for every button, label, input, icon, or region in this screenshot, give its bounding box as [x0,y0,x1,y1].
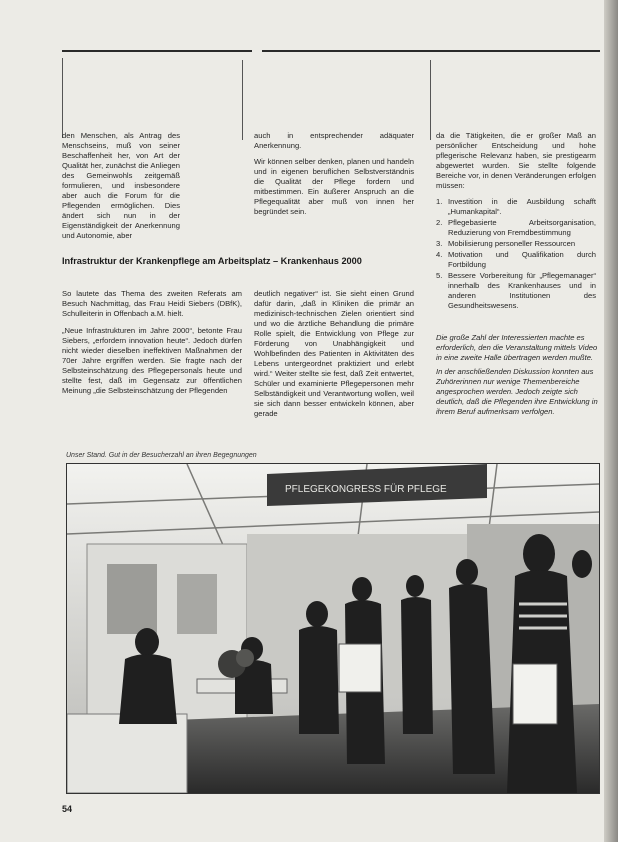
list-text: Bessere Vorbereitung für „Pflegemanager“ innerhalb des Krankenhauses und in anderen Institutionen des Gesundheitswesens. [448,271,596,310]
lower-column-2 [254,289,414,426]
photo-exhibition-stand-icon [67,464,599,793]
list-number: 4. [436,250,443,259]
list-text: Mobilisierung personeller Ressourcen [448,239,576,248]
list-item [436,218,596,238]
column-2 [254,131,414,223]
list-text: Pflegebasierte Arbeitsorganisation, Reduzierung von Fremdbestimmung [448,218,596,237]
list-number: 5. [436,271,443,280]
list-text: Motivation und Qualifikation durch Fortbildung [448,250,596,269]
list-item [436,271,596,311]
list-number: 1. [436,197,443,206]
vertical-rule-mid [242,60,243,140]
column-1 [62,131,180,247]
list-item [436,197,596,217]
italic-summary-paragraph-1: Die große Zahl der Interessierten machte es erforderlich, den die Veranstaltung mittels Video in eine zweite Halle übertragen werden mußte. [436,333,598,362]
column-3-intro: da die Tätigkeiten, die er großer Maß an persönlicher Entscheidung und hohe pflegerische Relevanz haben, sie prestigearm abgewertet wurden. Sie stellte folgende Bereiche vor, in denen Veränderungen erfolgen müssen: [436,131,596,190]
vertical-rule-right [430,60,431,140]
vertical-rule-left [62,58,63,138]
top-rule-left [62,50,252,52]
lower-column-1 [62,289,242,403]
list-number: 2. [436,218,443,227]
italic-summary [436,333,600,421]
list-item [436,250,596,270]
column-1-paragraph: den Menschen, als Antrag des Menschseins, muß von seiner Beschaffenheit her, von Art der Qualität her, zunächst die Anliegen des Gemeinwohls zeitgemäß formulieren, und insbesondere aber auch die Forum für die Pflegenden ermöglichen. Dies ändert sich nun in der Eigenständigkeit der Anerkennung und Autonomie, aber [62,131,180,240]
column-2-paragraph-2: Wir können selber denken, planen und handeln und in eigenen beruflichen Selbstverständnis die Qualität der Pflege fordern und mitbestimmen. Ein äußerer Anspruch an die Pflegequalität aber muß von innen her begründet sein. [254,157,414,216]
section-heading: Infrastruktur der Krankenpflege am Arbeitsplatz – Krankenhaus 2000 [62,256,362,266]
column-3 [436,131,596,312]
improvement-list [436,197,596,311]
lower-column-1-paragraph-1: So lautete das Thema des zweiten Referats am Besuch Nachmittag, das Frau Heidi Siebers (DBfK), Schulleiterin in Offenbach a.M. hielt. [62,289,242,318]
top-rule-right [262,50,600,52]
photo-caption: Unser Stand. Gut in der Besucherzahl an ihren Begegnungen [66,452,257,459]
lower-column-2-paragraph: deutlich negativer“ ist. Sie sieht einen Grund dafür darin, „daß in Kliniken die primär an medizinisch-technischen Zielen orientiert sind und wo die ärztliche Behandlung die primäre Rolle spielt, die Entwicklung von Pflege zur Förderung von Unabhängigkeit und Wohlbefinden des Patienten in Aktivitäten des Lebens untergeordnet praktiziert und erlebt wird.“ Weiter stellte sie fest, daß Zeit entwertet, Schüler und examinierte Pflegepersonen mehr Selbständigkeit und Verantwortung wollen, weil sie sich dann besser entwickeln können, aber gerade [254,289,414,418]
italic-summary-paragraph-2: In der anschließenden Diskussion konnten aus Zuhörerinnen nur wenige Themenbereiche angesprochen werden. Jedoch zeigte sich deutlich, daß die Pflegenden ihre Entwicklung in ihrem Beruf aufmerksam verfolgen. [436,367,598,416]
column-2-paragraph-1: auch in entsprechender adäquater Anerkennung. [254,131,414,150]
list-number: 3. [436,239,443,248]
photo-banner-text: PFLEGEKONGRESS FÜR PFLEGE [285,484,447,495]
page-edge-shadow [604,0,618,842]
lower-column-1-paragraph-2: „Neue Infrastrukturen im Jahre 2000“, betonte Frau Siebers, „erfordern innovation heute“. Jedoch dürfen nicht wieder dieselben ineffektiven Maßnahmen der 70er Jahre ergriffen werden. Sie fragte nach der Selbsteinschätzung des Pflegepersonals heute und stellte fest, daß im Gegensatz zur öffentlichen Meinung „die Selbsteinschätzung der Pflegenden [62,326,242,395]
list-item [436,239,596,249]
exhibition-photo [66,463,600,794]
page-number: 54 [62,804,73,814]
list-text: Investition in die Ausbildung schafft „Humankapital“. [448,197,596,216]
